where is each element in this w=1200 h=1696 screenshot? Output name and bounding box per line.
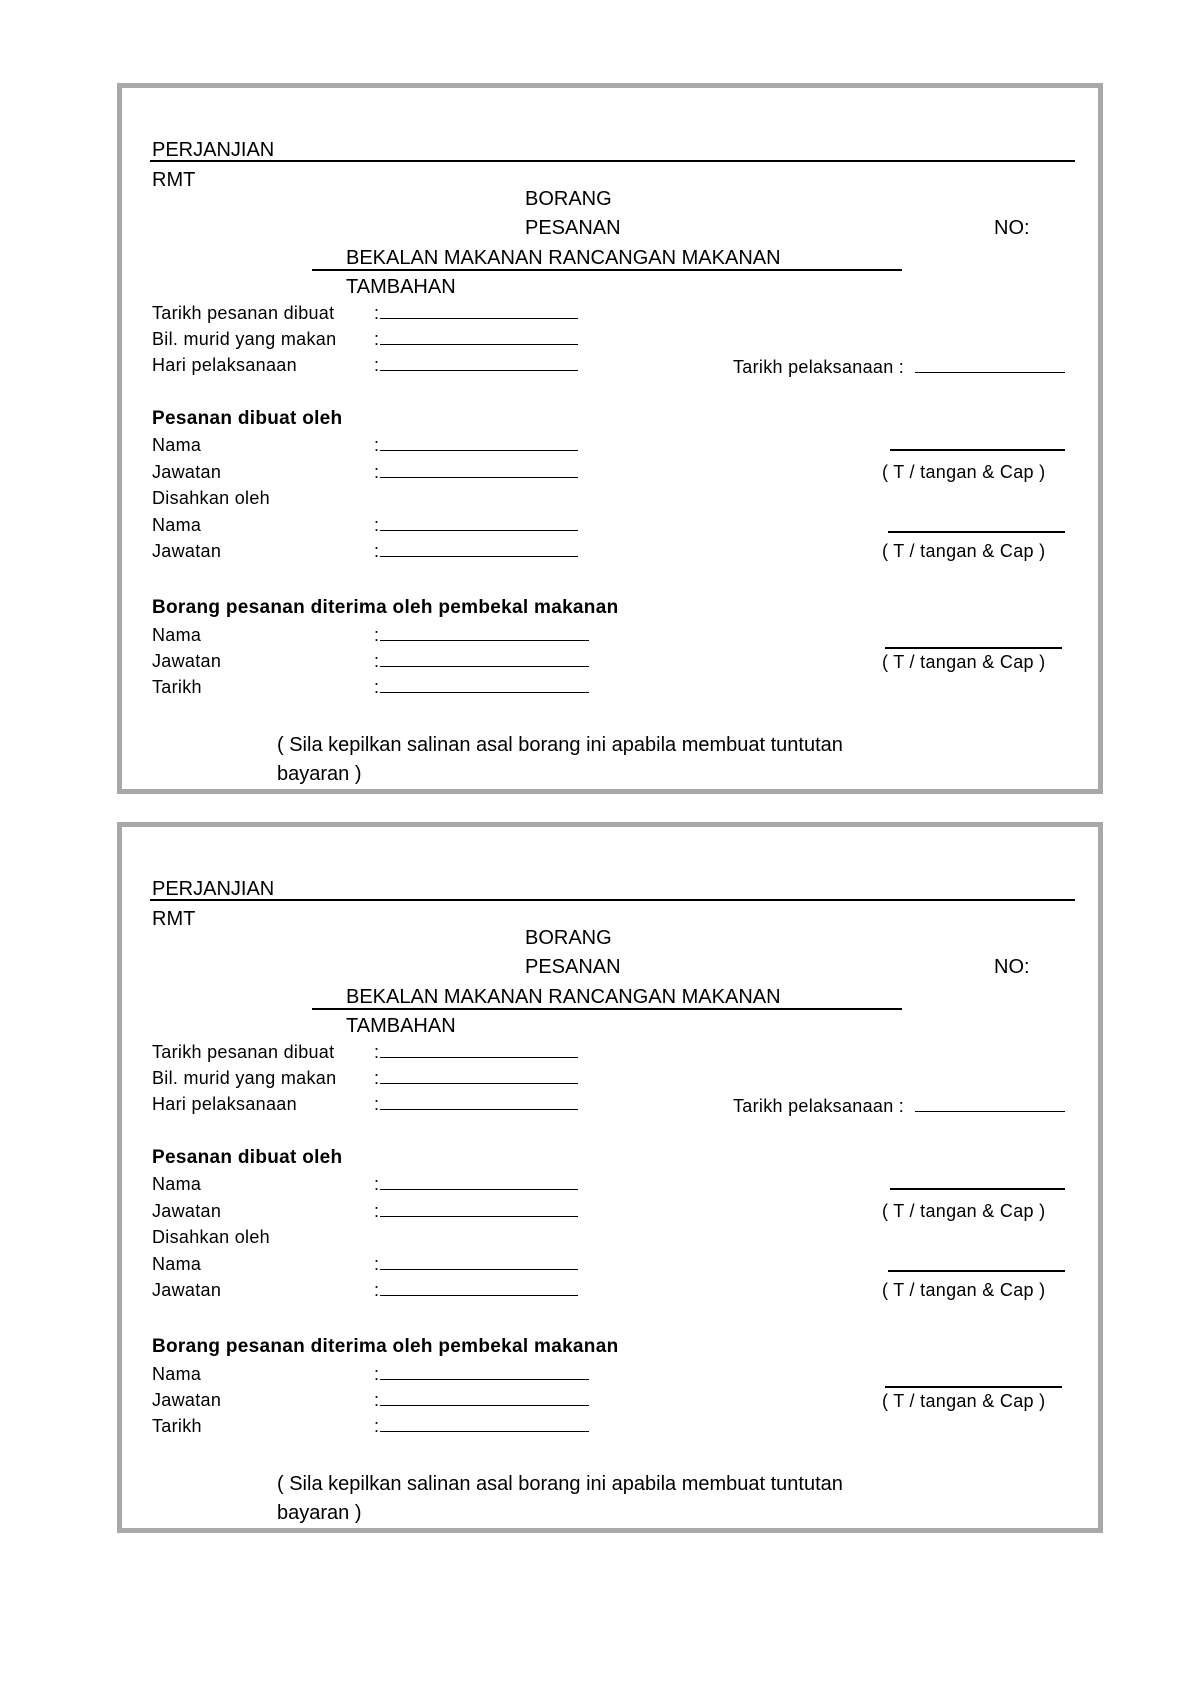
label-jawatan: Jawatan (152, 651, 222, 671)
field-jawatan[interactable]: : (374, 652, 589, 670)
field-nama[interactable]: : (374, 626, 589, 644)
field-tarikh[interactable]: : (374, 678, 589, 696)
field-jawatan[interactable]: : (374, 463, 578, 481)
label-tarikh-pelaksanaan: Tarikh pelaksanaan : (733, 1096, 905, 1116)
subtitle-line-2: TAMBAHAN (346, 1015, 456, 1037)
label-tarikh: Tarikh (152, 1416, 202, 1436)
field-jawatan[interactable]: : (374, 1391, 589, 1409)
label-tarikh: Tarikh (152, 677, 202, 697)
label-nama: Nama (152, 515, 202, 535)
signature-label: ( T / tangan & Cap ) (882, 462, 1046, 482)
footer-note: ( Sila kepilkan salinan asal borang ini apabila membuat tuntutan bayaran ) (277, 734, 843, 785)
field-nama[interactable]: : (374, 436, 578, 454)
label-hari-pelaksanaan: Hari pelaksanaan (152, 355, 297, 375)
field-nama[interactable]: : (374, 1255, 578, 1273)
field-bil-murid[interactable]: : (374, 330, 578, 348)
order-form-2 (117, 822, 1103, 1533)
no-label: NO: (994, 956, 1030, 978)
field-tarikh-pelaksanaan[interactable] (914, 1097, 1065, 1115)
label-bil-murid: Bil. murid yang makan (152, 329, 337, 349)
field-tarikh-pesanan[interactable]: : (374, 304, 578, 322)
signature-label: ( T / tangan & Cap ) (882, 1391, 1046, 1411)
label-disahkan-oleh: Disahkan oleh (152, 488, 270, 508)
signature-line[interactable] (885, 1386, 1062, 1388)
section-diterima-pembekal: Borang pesanan diterima oleh pembekal makanan (152, 1336, 619, 1357)
signature-label: ( T / tangan & Cap ) (882, 1201, 1046, 1221)
header-perjanjian: PERJANJIAN (152, 878, 275, 900)
label-nama: Nama (152, 1174, 202, 1194)
label-jawatan: Jawatan (152, 541, 222, 561)
signature-label: ( T / tangan & Cap ) (882, 541, 1046, 561)
section-diterima-pembekal: Borang pesanan diterima oleh pembekal makanan (152, 597, 619, 618)
subtitle-line-1: BEKALAN MAKANAN RANCANGAN MAKANAN (346, 247, 781, 269)
signature-label: ( T / tangan & Cap ) (882, 1280, 1046, 1300)
signature-line[interactable] (890, 449, 1065, 451)
field-tarikh[interactable]: : (374, 1417, 589, 1435)
field-jawatan[interactable]: : (374, 1281, 578, 1299)
field-jawatan[interactable]: : (374, 542, 578, 560)
subtitle-rule (312, 1008, 902, 1010)
label-bil-murid: Bil. murid yang makan (152, 1068, 337, 1088)
header-rule (150, 160, 1075, 162)
order-form-1 (117, 83, 1103, 794)
field-nama[interactable]: : (374, 516, 578, 534)
field-hari-pelaksanaan[interactable]: : (374, 356, 578, 374)
label-nama: Nama (152, 435, 202, 455)
subtitle-rule (312, 269, 902, 271)
field-hari-pelaksanaan[interactable]: : (374, 1095, 578, 1113)
header-rule (150, 899, 1075, 901)
label-nama: Nama (152, 1364, 202, 1384)
section-pesanan-dibuat: Pesanan dibuat oleh (152, 408, 343, 429)
header-rmt: RMT (152, 169, 196, 191)
field-nama[interactable]: : (374, 1175, 578, 1193)
no-label: NO: (994, 217, 1030, 239)
label-hari-pelaksanaan: Hari pelaksanaan (152, 1094, 297, 1114)
subtitle-line-2: TAMBAHAN (346, 276, 456, 298)
title-borang: BORANG (525, 927, 612, 949)
signature-label: ( T / tangan & Cap ) (882, 652, 1046, 672)
title-borang: BORANG (525, 188, 612, 210)
field-tarikh-pelaksanaan[interactable] (914, 358, 1065, 376)
signature-line[interactable] (888, 531, 1065, 533)
field-nama[interactable]: : (374, 1365, 589, 1383)
signature-line[interactable] (885, 647, 1062, 649)
label-nama: Nama (152, 1254, 202, 1274)
section-pesanan-dibuat: Pesanan dibuat oleh (152, 1147, 343, 1168)
field-jawatan[interactable]: : (374, 1202, 578, 1220)
label-jawatan: Jawatan (152, 1390, 222, 1410)
header-rmt: RMT (152, 908, 196, 930)
label-nama: Nama (152, 625, 202, 645)
title-pesanan: PESANAN (525, 217, 621, 239)
header-perjanjian: PERJANJIAN (152, 139, 275, 161)
signature-line[interactable] (888, 1270, 1065, 1272)
label-jawatan: Jawatan (152, 1280, 222, 1300)
label-disahkan-oleh: Disahkan oleh (152, 1227, 270, 1247)
field-bil-murid[interactable]: : (374, 1069, 578, 1087)
title-pesanan: PESANAN (525, 956, 621, 978)
footer-note: ( Sila kepilkan salinan asal borang ini apabila membuat tuntutan bayaran ) (277, 1473, 843, 1524)
signature-line[interactable] (890, 1188, 1065, 1190)
label-jawatan: Jawatan (152, 462, 222, 482)
label-tarikh-pelaksanaan: Tarikh pelaksanaan : (733, 357, 905, 377)
subtitle-line-1: BEKALAN MAKANAN RANCANGAN MAKANAN (346, 986, 781, 1008)
label-tarikh-pesanan: Tarikh pesanan dibuat (152, 303, 335, 323)
label-tarikh-pesanan: Tarikh pesanan dibuat (152, 1042, 335, 1062)
label-jawatan: Jawatan (152, 1201, 222, 1221)
field-tarikh-pesanan[interactable]: : (374, 1043, 578, 1061)
